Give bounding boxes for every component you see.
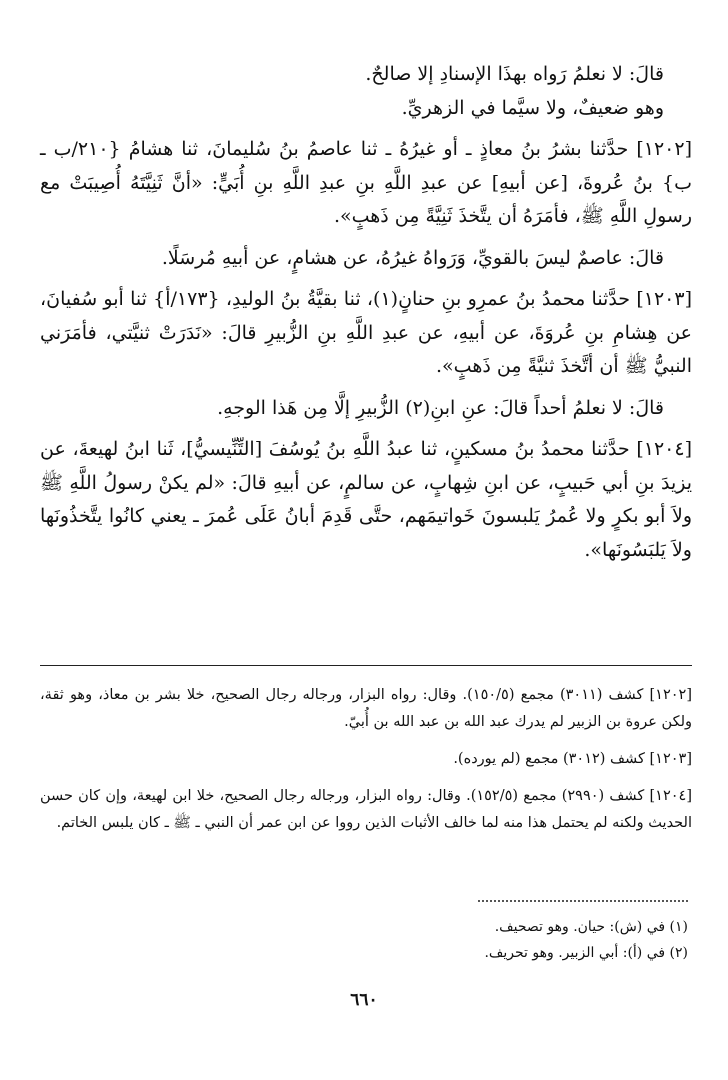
comment-paragraph: قالَ: عاصمٌ ليسَ بالقويِّ، وَرَواهُ غيرُهُ، عن هشامٍ، عن أبيهِ مُرسَلًا. xyxy=(161,246,664,269)
footnote: (٢) في (أ): أبي الزبير. وهو تحريف. xyxy=(484,945,688,961)
footnote-separator xyxy=(478,900,688,902)
section-divider xyxy=(40,665,692,666)
comment-paragraph: وهو ضعيفٌ، ولا سيَّما في الزهريِّ. xyxy=(401,96,664,119)
hadith-paragraph-1203: [١٢٠٣] حدَّثنا محمدُ بنُ عمرِو بنِ حنانٍ(١)، ثنا بقيَّةُ بنُ الوليدِ، {١٧٣/أ} ثنا أبو سُفيانَ، عن هِشامِ بنِ عُروَةَ، عن أبيهِ، عن عبدِ اللَّهِ بنِ الزُّبيرِ قالَ: «نَدَرَتْ ثنيَّتي، فأمَرَني النبيُّ ﷺ أن أتَّخذَ ثنيَّةً مِن ذَهبٍ». xyxy=(40,288,692,377)
main-text xyxy=(40,58,692,567)
comment-paragraph: قالَ: لا نعلمُ رَواه بهذَا الإسنادِ إلا صالحٌ. xyxy=(365,63,664,85)
footnotes xyxy=(288,914,688,966)
reference-note: [١٢٠٢] كشف (٣٠١١) مجمع (١٥٠/٥). وقال: رواه البزار، ورجاله رجال الصحيح، خلا بشر بن معاذ، وهو ثقة، ولكن عروة بن الزبير لم يدرك عبد الله بن عبد الله بن أُبيّ. xyxy=(40,687,692,730)
page-number: ٦٦٠ xyxy=(350,990,378,1010)
reference-note: [١٢٠٣] كشف (٣٠١٢) مجمع (لم يورده). xyxy=(453,751,692,767)
hadith-paragraph-1202: [١٢٠٢] حدَّثنا بشرُ بنُ معاذٍ ـ أو غيرُهُ ـ ثنا عاصمُ بنُ سُليمانَ، ثنا هشامُ {٢١٠/ب ـ ب} بنُ عُروةَ، [عن أبيهِ] عن عبدِ اللَّهِ بنِ عبدِ اللَّهِ بنِ أُبَيٍّ: «أنَّ ثَنِيَّتَهُ أُصِيبَتْ مع رسولِ اللَّهِ ﷺ، فأمَرَهُ أن يتَّخذَ ثَنِيَّةً مِن ذَهبٍ». xyxy=(40,138,693,227)
reference-note: [١٢٠٤] كشف (٢٩٩٠) مجمع (١٥٢/٥). وقال: رواه البزار، ورجاله رجال الصحيح، خلا ابن لهيعة، وإن كان حسن الحديث ولكنه لم يحتمل هذا منه لما خالف الأثبات الذين رووا عن ابن عمر أن النبي ـ ﷺ ـ كان يلبس الخاتم. xyxy=(40,788,692,831)
comment-paragraph: قالَ: لا نعلمُ أحداً قالَ: عنِ ابنِ(٢) الزُّبيرِ إلَّا مِن هَذا الوجهِ. xyxy=(217,396,664,419)
hadith-paragraph-1204: [١٢٠٤] حدَّثنا محمدُ بنُ مسكينٍ، ثنا عبدُ اللَّهِ بنُ يُوسُفَ [التِّنِّيسيُّ]، ثَنا ابنُ لهيعةَ، عن يزيدَ بنِ أبي حَبيبٍ، عن ابنِ شِهابٍ، عن سالمٍ، عن أبيهِ قالَ: «لم يكنْ رسولُ اللَّهِ ﷺ ولاَ أبو بكرٍ ولا عُمرُ يَلبسونَ خَواتيمَهم، حتَّى قَدِمَ أبانُ عَلَى عُمرَ ـ يعني كانُوا يتَّخذُونَها ولاَ يَلبَسُونَها». xyxy=(40,438,692,561)
reference-notes xyxy=(40,682,692,847)
footnote: (١) في (ش): حيان. وهو تصحيف. xyxy=(494,919,688,935)
